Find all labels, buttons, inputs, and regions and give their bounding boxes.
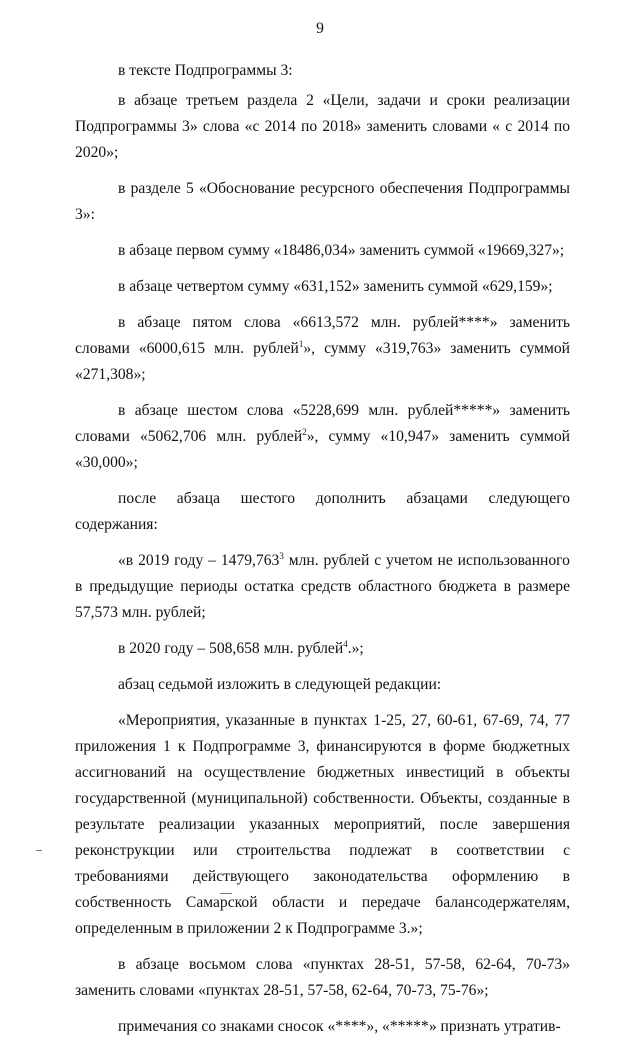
paragraph-text: млн. рублей с учетом не использованного в предыдущие периоды остатка средств областного бюджета в размере 57,573 млн. рублей; bbox=[75, 552, 570, 621]
paragraph-abz5-change bbox=[75, 310, 570, 388]
paragraph-text: «в 2019 году – 1479,763 bbox=[118, 552, 280, 569]
paragraph-2020-amount bbox=[75, 636, 570, 662]
footnote-ref: 3 bbox=[279, 551, 284, 561]
paragraph-section2-change: в абзаце третьем раздела 2 «Цели, задачи и сроки реализации Подпрограммы 3» слова «с 2014 по 2018» заменить словами « с 2014 по 2020»; bbox=[75, 92, 570, 161]
footnote-ref: 4 bbox=[343, 639, 348, 649]
paragraph-abz1-sum: в абзаце первом сумму «18486,034» заменить суммой «19669,327»; bbox=[118, 242, 565, 259]
paragraph-2019-amount bbox=[75, 548, 570, 626]
paragraph-text: в 2020 году – 508,658 млн. рублей bbox=[118, 640, 344, 657]
paragraph-abz7-text: «Мероприятия, указанные в пунктах 1-25, 27, 60-61, 67-69, 74, 77 приложения 1 к Подпрограмме 3, финансируются в форме бюджетных ассигнований на осуществление бюджетных инвестиций в объекты государственной (муниципальной) собственности. Объекты, созданные в результате реализации указанных мероприятий, после завершения реконструкции или строительства подлежат в соответствии с требованиями действующего законодательства оформлению в собственность Самарской области и передаче балансодержателям, определенным в приложении 2 к Подпрограмме 3.»; bbox=[75, 712, 570, 937]
paragraph-text: в абзаце шестом слова «5228,699 млн. рублей*****» заменить словами «5062,706 млн. рублей bbox=[75, 402, 570, 445]
paragraph-add-after-abz6: после абзаца шестого дополнить абзацами следующего содержания: bbox=[75, 490, 570, 533]
paragraph-abz8-change: в абзаце восьмом слова «пунктах 28-51, 57-58, 62-64, 70-73» заменить словами «пунктах 28-51, 57-58, 62-64, 70-73, 75-76»; bbox=[75, 956, 570, 999]
footnote-ref: 1 bbox=[298, 339, 304, 349]
paragraph-text: », сумму «319,763» заменить суммой «271,308»; bbox=[75, 340, 570, 383]
paragraph-abz7-heading: абзац седьмой изложить в следующей редакции: bbox=[118, 676, 442, 693]
paragraph-subprogram-intro: в тексте Подпрограммы 3: bbox=[118, 62, 293, 79]
scan-mark bbox=[36, 850, 42, 851]
paragraph-footnotes-void: примечания со знаками сносок «****», «*****» признать утратив- bbox=[118, 1018, 561, 1035]
paragraph-section5-heading: в разделе 5 «Обоснование ресурсного обеспечения Подпрограммы 3»: bbox=[75, 180, 570, 223]
paragraph-text: .»; bbox=[347, 640, 364, 657]
document-body bbox=[75, 58, 570, 1050]
paragraph-abz6-change bbox=[75, 398, 570, 476]
page-number: 9 bbox=[316, 20, 324, 37]
paragraph-abz4-sum: в абзаце четвертом сумму «631,152» заменить суммой «629,159»; bbox=[118, 278, 553, 295]
paragraph-text: в абзаце пятом слова «6613,572 млн. рублей****» заменить словами «6000,615 млн. рублей bbox=[75, 314, 570, 357]
scan-mark-bottom bbox=[220, 893, 232, 894]
paragraph-text: », сумму «10,947» заменить суммой «30,000»; bbox=[75, 428, 570, 471]
footnote-ref: 2 bbox=[302, 427, 307, 437]
